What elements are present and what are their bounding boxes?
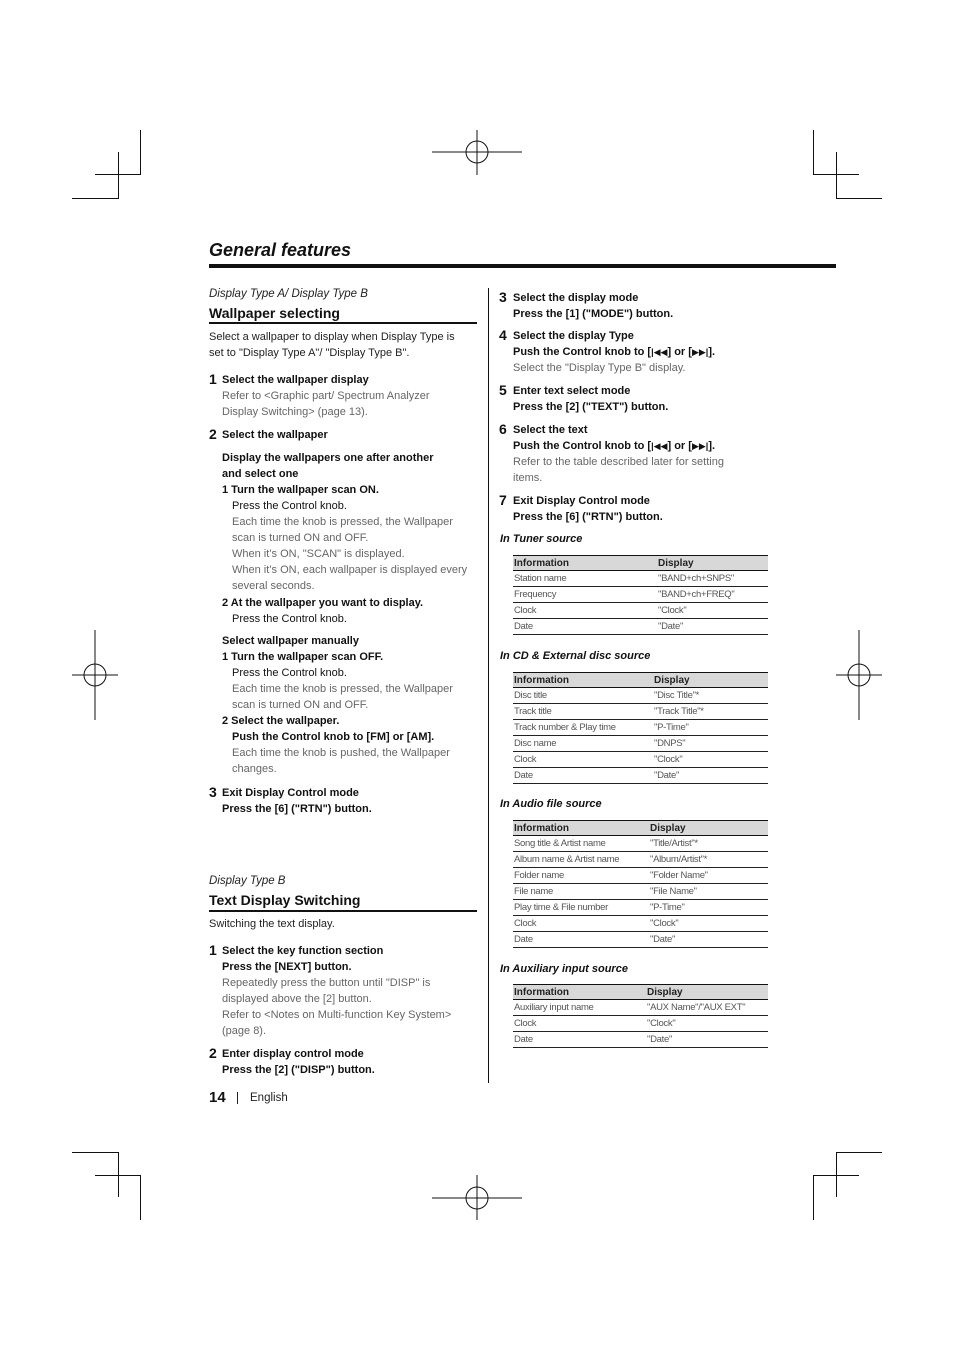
- table-row: Date "Date": [513, 1032, 768, 1048]
- right-step-4: Select the display Type Push the Control knob to [|◀◀] or [▶▶|]. Select the "Display Type B" display.: [513, 330, 716, 374]
- page-title: General features: [209, 240, 352, 260]
- cd-source-heading: In CD & External disc source: [500, 650, 651, 662]
- previous-track-icon: |◀◀: [651, 441, 668, 451]
- step-number: 1: [209, 371, 217, 387]
- footer-language: English: [250, 1092, 288, 1104]
- tuner-source-heading: In Tuner source: [500, 533, 583, 545]
- wallpaper-intro: Select a wallpaper to display when Display Type is set to "Display Type A"/ "Display Type B".: [209, 331, 455, 359]
- table-row: Track number & Play time "P-Time": [513, 720, 768, 736]
- table-row: Clock "Clock": [513, 916, 768, 932]
- table-row: Disc title "Disc Title"*: [513, 688, 768, 704]
- step-number: 1: [209, 942, 217, 958]
- next-track-icon: ▶▶|: [691, 347, 709, 357]
- previous-track-icon: |◀◀: [651, 347, 668, 357]
- right-step-5: Enter text select mode Press the [2] ("TEXT") button.: [513, 385, 669, 413]
- table-header-row: Information Display: [513, 556, 768, 571]
- column-divider: [488, 288, 489, 1083]
- step-number: 7: [499, 492, 507, 508]
- right-step-7: Exit Display Control mode Press the [6] ("RTN") button.: [513, 495, 663, 523]
- step-number: 6: [499, 421, 507, 437]
- table-row: Date "Date": [513, 619, 768, 635]
- wallpaper-step-1: Select the wallpaper display Refer to <Graphic part/ Spectrum Analyzer Display Switching> (page 13).: [222, 374, 430, 418]
- table-row: Track title "Track Title"*: [513, 704, 768, 720]
- wallpaper-step-2: Select the wallpaper Display the wallpapers one after another and select one 1 Turn the wallpaper scan ON. Press the Control knob. Each time the knob is pressed, the Wallpaper scan is turned ON and OFF. When it’s ON, "SCAN" is displayed. When it’s ON, each wallpaper is displayed every several seconds. 2 At the wallpaper you want to display. Press the Control knob. Select wallpaper manually 1 Turn the wallpaper scan OFF. Press the Control knob. Each time the knob is pressed, the Wallpaper scan is turned ON and OFF. 2 Select the wallpaper. Push the Control knob to [FM] or [AM]. Each time the knob is pushed, the Wallpaper changes.: [222, 429, 468, 775]
- step-number: 2: [209, 426, 217, 442]
- table-row: Album name & Artist name "Album/Artist"*: [513, 852, 768, 868]
- table-header-row: Information Display: [513, 821, 768, 836]
- table-header-row: Information Display: [513, 673, 768, 688]
- table-row: Play time & File number "P-Time": [513, 900, 768, 916]
- aux-source-heading: In Auxiliary input source: [500, 963, 628, 975]
- cd-table: [513, 672, 768, 784]
- table-row: Clock "Clock": [513, 603, 768, 619]
- text-display-heading: Text Display Switching: [209, 892, 361, 908]
- text-display-subtitle: Display Type B: [209, 875, 286, 887]
- right-step-3: Select the display mode Press the [1] ("MODE") button.: [513, 292, 674, 320]
- wallpaper-step-3: Exit Display Control mode Press the [6] ("RTN") button.: [222, 787, 372, 815]
- section-rule: [209, 322, 477, 324]
- table-row: Disc name "DNPS": [513, 736, 768, 752]
- right-step-6: Select the text Push the Control knob to [|◀◀] or [▶▶|]. Refer to the table described later for setting items.: [513, 424, 724, 484]
- audio-source-heading: In Audio file source: [500, 798, 602, 810]
- text-display-step-1: Select the key function section Press the [NEXT] button. Repeatedly press the button until "DISP" is displayed above the [2] button. Refer to <Notes on Multi-function Key System> (page 8).: [222, 945, 452, 1037]
- step-number: 2: [209, 1045, 217, 1061]
- table-row: Frequency "BAND+ch+FREQ": [513, 587, 768, 603]
- wallpaper-subtitle: Display Type A/ Display Type B: [209, 288, 368, 300]
- step-number: 3: [499, 289, 507, 305]
- next-track-icon: ▶▶|: [691, 441, 709, 451]
- table-row: Auxiliary input name "AUX Name"/"AUX EXT": [513, 1000, 768, 1016]
- table-row: File name "File Name": [513, 884, 768, 900]
- table-row: Date "Date": [513, 932, 768, 948]
- table-row: Folder name "Folder Name": [513, 868, 768, 884]
- table-row: Clock "Clock": [513, 752, 768, 768]
- footer-divider: [237, 1092, 238, 1104]
- wallpaper-heading: Wallpaper selecting: [209, 305, 340, 321]
- table-header-row: Information Display: [513, 985, 768, 1000]
- page-number: 14: [209, 1089, 226, 1106]
- table-row: Clock "Clock": [513, 1016, 768, 1032]
- text-display-intro: Switching the text display.: [209, 918, 335, 930]
- step-number: 3: [209, 784, 217, 800]
- section-rule: [209, 910, 477, 912]
- tuner-table: [513, 555, 768, 635]
- table-row: Date "Date": [513, 768, 768, 784]
- step-number: 5: [499, 382, 507, 398]
- title-rule: [209, 264, 836, 268]
- step-number: 4: [499, 327, 507, 343]
- aux-table: [513, 984, 768, 1048]
- audio-table: [513, 820, 768, 948]
- table-row: Station name "BAND+ch+SNPS": [513, 571, 768, 587]
- text-display-step-2: Enter display control mode Press the [2] ("DISP") button.: [222, 1048, 375, 1076]
- table-row: Song title & Artist name "Title/Artist"*: [513, 836, 768, 852]
